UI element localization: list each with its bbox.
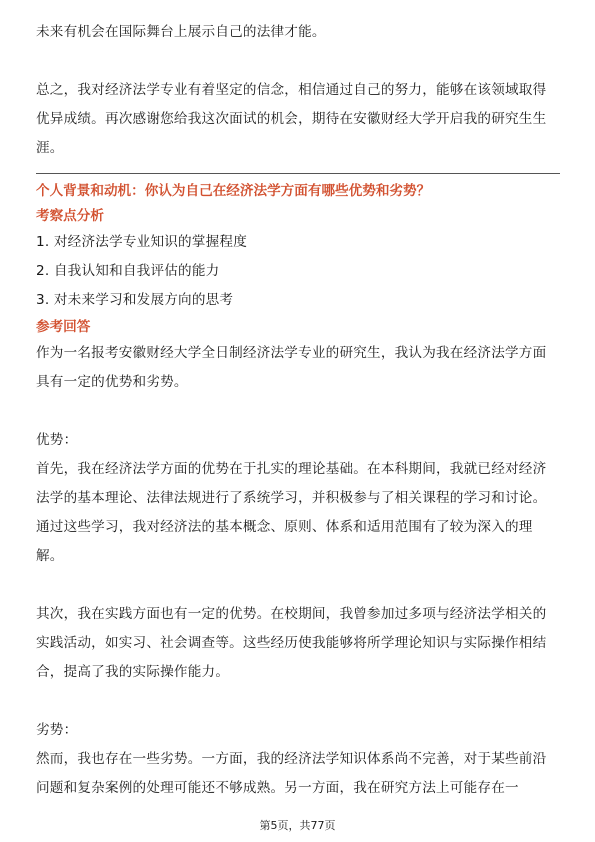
spacer <box>36 397 560 426</box>
strength-paragraph-2: 其次，我在实践方面也有一定的优势。在校期间，我曾参加过多项与经济法学相关的实践活动，如实习、社会调查等。这些经历使我能够将所学理论知识与实际操作相结合，提高了我的实际操作能力。 <box>36 606 547 680</box>
conclusion-paragraph: 总之，我对经济法学专业有着坚定的信念，相信通过自己的努力，能够在该领域取得优异成绩。再次感谢您给我这次面试的机会，期待在安徽财经大学开启我的研究生生涯。 <box>36 82 547 156</box>
spacer <box>36 47 560 76</box>
document-page <box>36 18 560 803</box>
answer-intro: 作为一名报考安徽财经大学全日制经济法学专业的研究生，我认为我在经济法学方面具有一定的优势和劣势。 <box>36 345 547 390</box>
page-number: 第5页，共77页 <box>259 819 336 832</box>
analysis-heading: 考察点分析 <box>36 208 104 224</box>
strength-label: 优势： <box>36 432 78 448</box>
weakness-label: 劣势： <box>36 722 78 738</box>
strength-paragraph-1: 首先，我在经济法学方面的优势在于扎实的理论基础。在本科期间，我就已经对经济法学的基本理论、法律法规进行了系统学习，并积极参与了相关课程的学习和讨论。通过这些学习，我对经济法的基本概念、原则、体系和适用范围有了较为深入的理解。 <box>36 461 547 564</box>
section-divider <box>36 173 560 174</box>
analysis-item: 1. 对经济法学专业知识的掌握程度 <box>36 234 248 250</box>
spacer <box>36 687 560 716</box>
analysis-item: 2. 自我认知和自我评估的能力 <box>36 263 220 279</box>
weakness-paragraph-1: 然而，我也存在一些劣势。一方面，我的经济法学知识体系尚不完善，对于某些前沿问题和复杂案例的处理可能还不够成熟。另一方面，我在研究方法上可能存在一 <box>36 751 547 796</box>
spacer <box>36 571 560 600</box>
question-title: 个人背景和动机：你认为自己在经济法学方面有哪些优势和劣势？ <box>36 183 431 199</box>
analysis-item: 3. 对未来学习和发展方向的思考 <box>36 292 234 308</box>
intro-line: 未来有机会在国际舞台上展示自己的法律才能。 <box>36 24 326 40</box>
answer-heading: 参考回答 <box>36 319 91 335</box>
